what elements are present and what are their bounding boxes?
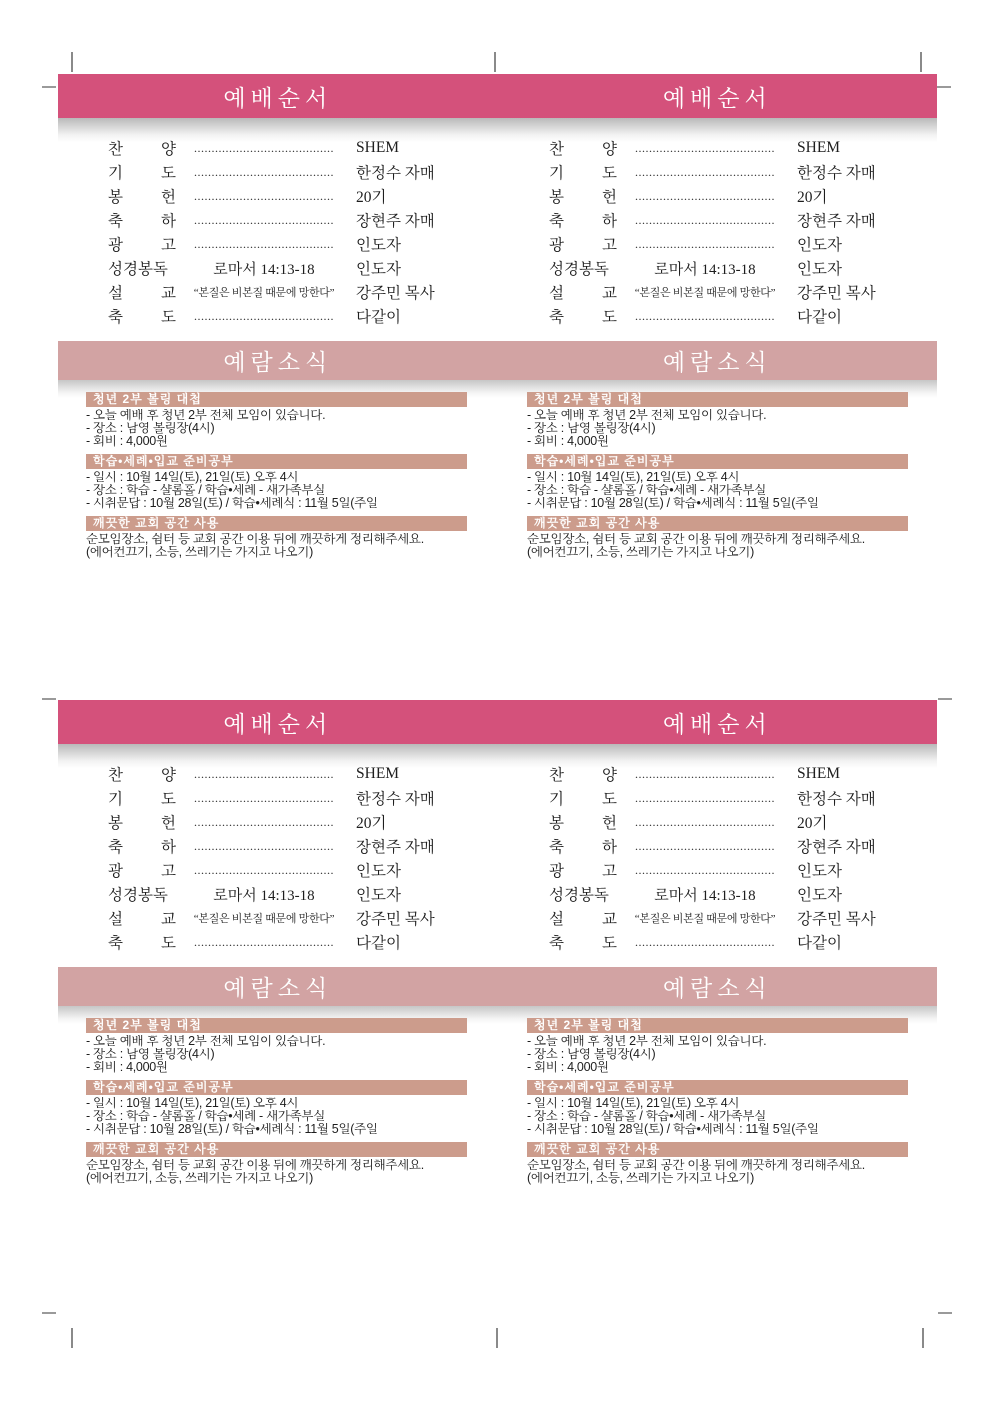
worship-row [527, 762, 908, 786]
worship-row [86, 762, 467, 786]
worship-item-person: 한정수 자매 [797, 165, 876, 182]
worship-item-label: 축 하 [108, 839, 176, 856]
news-section-heading: 깨끗한 교회 공간 사용 [86, 516, 467, 531]
worship-item-label: 찬 양 [108, 767, 176, 784]
news-line: - 시취문답 : 10월 28일(토) / 학습•세례식 : 11월 5일(주일 [527, 497, 819, 510]
news-line: 순모임장소, 쉼터 등 교회 공간 이용 뒤에 깨끗하게 정리해주세요. [527, 1159, 865, 1172]
worship-item-person: 한정수 자매 [356, 165, 435, 182]
worship-row [527, 834, 908, 858]
worship-item-person: 인도자 [356, 261, 401, 278]
worship-item-person: 강주민 목사 [797, 285, 876, 302]
crop-mark [938, 1312, 952, 1314]
worship-item-detail: 로마서 14:13-18 [213, 261, 315, 278]
worship-item-person: 20기 [797, 189, 828, 206]
crop-mark [494, 52, 496, 72]
worship-item-detail: ........................................ [635, 790, 775, 805]
worship-item-label: 기 도 [549, 791, 617, 808]
worship-item-person: 한정수 자매 [356, 791, 435, 808]
worship-row [527, 810, 908, 834]
worship-row [86, 930, 467, 954]
news-line: - 장소 : 남영 볼링장(4시) [86, 1048, 215, 1061]
worship-item-detail: ........................................ [194, 862, 334, 877]
worship-row [86, 136, 467, 160]
worship-columns [58, 136, 937, 328]
news-section-body [527, 1159, 908, 1185]
worship-item-person: 강주민 목사 [797, 911, 876, 928]
worship-item-detail: ........................................ [194, 140, 334, 155]
news-columns [58, 392, 937, 559]
news-section-body [86, 1159, 467, 1185]
worship-item-detail: ........................................ [635, 188, 775, 203]
news-line: - 오늘 예배 후 청년 2부 전체 모임이 있습니다. [527, 409, 767, 422]
news-section-body [86, 533, 467, 559]
worship-item-detail: ........................................ [194, 308, 334, 323]
worship-row [86, 906, 467, 930]
worship-item-label: 기 도 [549, 165, 617, 182]
worship-item-label: 축 도 [549, 309, 617, 326]
worship-row [86, 834, 467, 858]
worship-item-label: 기 도 [108, 791, 176, 808]
news-section-body [527, 409, 908, 448]
crop-mark [42, 1312, 56, 1314]
worship-item-person: 인도자 [797, 887, 842, 904]
news-line: - 오늘 예배 후 청년 2부 전체 모임이 있습니다. [527, 1035, 767, 1048]
worship-item-person: 강주민 목사 [356, 285, 435, 302]
worship-item-detail: ........................................ [635, 164, 775, 179]
worship-item-label: 축 하 [549, 213, 617, 230]
worship-order-title: 예배순서 [662, 85, 772, 111]
news-line: - 장소 : 남영 볼링장(4시) [527, 1048, 656, 1061]
news-section-body [527, 1097, 908, 1136]
news-section-heading: 깨끗한 교회 공간 사용 [86, 1142, 467, 1157]
crop-mark [496, 1328, 498, 1348]
crop-mark [937, 86, 951, 88]
worship-item-person: 인도자 [797, 261, 842, 278]
worship-row [527, 184, 908, 208]
worship-item-detail: ........................................ [194, 838, 334, 853]
news-section [527, 516, 908, 559]
news-header-band [58, 967, 937, 1006]
worship-item-label: 봉 헌 [549, 815, 617, 832]
news-section [527, 1018, 908, 1074]
news-line: - 시취문답 : 10월 28일(토) / 학습•세례식 : 11월 5일(주일 [527, 1123, 819, 1136]
worship-item-person: 장현주 자매 [797, 839, 876, 856]
worship-item-person: 인도자 [797, 237, 842, 254]
news-section-heading: 학습•세례•입교 준비공부 [86, 1080, 467, 1095]
news-section-heading: 청년 2부 볼링 대첩 [86, 1018, 467, 1033]
worship-row [86, 304, 467, 328]
worship-item-detail: ........................................ [635, 934, 775, 949]
worship-row [86, 208, 467, 232]
worship-row [86, 280, 467, 304]
worship-item-person: 한정수 자매 [797, 791, 876, 808]
worship-item-label: 성경봉독 [549, 261, 609, 278]
worship-order-title: 예배순서 [223, 85, 333, 111]
news-section [86, 392, 467, 448]
news-section [86, 454, 467, 510]
worship-item-detail: ........................................ [635, 814, 775, 829]
worship-row [527, 136, 908, 160]
news-list [86, 1018, 467, 1185]
worship-item-label: 봉 헌 [108, 189, 176, 206]
news-section-heading: 깨끗한 교회 공간 사용 [527, 1142, 908, 1157]
worship-list [527, 762, 908, 954]
news-line: - 회비 : 4,000원 [86, 435, 168, 448]
worship-item-detail: ........................................ [635, 862, 775, 877]
news-title: 예람소식 [662, 976, 772, 1001]
news-section-heading: 청년 2부 볼링 대첩 [86, 392, 467, 407]
worship-item-label: 축 도 [108, 935, 176, 952]
worship-row [527, 232, 908, 256]
worship-row [86, 160, 467, 184]
news-section-body [527, 533, 908, 559]
news-section-body [86, 1035, 467, 1074]
worship-item-detail: ........................................ [194, 188, 334, 203]
worship-item-person: 인도자 [797, 863, 842, 880]
crop-mark [938, 698, 952, 700]
news-section-body [86, 1097, 467, 1136]
worship-item-label: 광 고 [108, 237, 176, 254]
worship-item-detail: “본질은 비본질 때문에 망한다” [193, 287, 335, 299]
worship-item-person: 장현주 자매 [356, 213, 435, 230]
worship-item-label: 설 교 [108, 285, 176, 302]
worship-item-label: 찬 양 [549, 141, 617, 158]
worship-item-person: SHEM [797, 765, 841, 782]
worship-item-detail: ........................................ [635, 766, 775, 781]
news-list [527, 392, 908, 559]
worship-row [86, 184, 467, 208]
worship-row [527, 906, 908, 930]
crop-mark [42, 86, 56, 88]
news-section-heading: 깨끗한 교회 공간 사용 [527, 516, 908, 531]
news-line: - 장소 : 남영 볼링장(4시) [86, 422, 215, 435]
news-list [86, 392, 467, 559]
worship-item-label: 축 도 [549, 935, 617, 952]
worship-item-label: 광 고 [549, 863, 617, 880]
worship-item-detail: ........................................ [194, 934, 334, 949]
worship-item-label: 기 도 [108, 165, 176, 182]
worship-list [86, 136, 467, 328]
worship-item-label: 설 교 [549, 285, 617, 302]
worship-item-person: SHEM [356, 765, 400, 782]
worship-row [527, 882, 908, 906]
news-line: 순모임장소, 쉼터 등 교회 공간 이용 뒤에 깨끗하게 정리해주세요. [527, 533, 865, 546]
worship-list [527, 136, 908, 328]
worship-row [86, 810, 467, 834]
worship-item-person: 다같이 [356, 309, 401, 326]
news-columns [58, 1018, 937, 1185]
news-section-body [86, 409, 467, 448]
worship-list [86, 762, 467, 954]
news-line: - 일시 : 10월 14일(토), 21일(토) 오후 4시 [86, 1097, 299, 1110]
worship-item-detail: ........................................ [635, 838, 775, 853]
crop-mark [920, 52, 922, 72]
worship-order-title: 예배순서 [223, 711, 333, 737]
news-section [86, 1018, 467, 1074]
worship-item-detail: “본질은 비본질 때문에 망한다” [193, 913, 335, 925]
worship-item-label: 찬 양 [108, 141, 176, 158]
news-line: - 시취문답 : 10월 28일(토) / 학습•세례식 : 11월 5일(주일 [86, 1123, 378, 1136]
worship-item-label: 찬 양 [549, 767, 617, 784]
worship-item-detail: ........................................ [635, 308, 775, 323]
worship-item-person: 장현주 자매 [797, 213, 876, 230]
news-section [86, 1142, 467, 1185]
news-list [527, 1018, 908, 1185]
worship-item-label: 설 교 [549, 911, 617, 928]
worship-item-detail: ........................................ [194, 236, 334, 251]
worship-item-detail: ........................................ [635, 140, 775, 155]
worship-item-label: 축 하 [549, 839, 617, 856]
worship-order-header-band [58, 700, 937, 744]
worship-row [527, 280, 908, 304]
worship-item-person: 장현주 자매 [356, 839, 435, 856]
worship-item-detail: ........................................ [194, 164, 334, 179]
worship-row [86, 882, 467, 906]
news-line: - 장소 : 학습 - 샬롬홀 / 학습•세례 - 새가족부실 [527, 1110, 766, 1123]
news-line: - 장소 : 학습 - 샬롬홀 / 학습•세례 - 새가족부실 [86, 1110, 325, 1123]
worship-item-detail: ........................................ [194, 790, 334, 805]
news-section-heading: 학습•세례•입교 준비공부 [86, 454, 467, 469]
worship-item-detail: ........................................ [194, 814, 334, 829]
worship-item-person: 강주민 목사 [356, 911, 435, 928]
news-section-body [527, 471, 908, 510]
worship-item-label: 축 하 [108, 213, 176, 230]
news-section [86, 1080, 467, 1136]
worship-item-label: 광 고 [549, 237, 617, 254]
worship-item-detail: 로마서 14:13-18 [654, 261, 756, 278]
worship-item-detail: ........................................ [194, 766, 334, 781]
news-section [527, 392, 908, 448]
news-line: - 시취문답 : 10월 28일(토) / 학습•세례식 : 11월 5일(주일 [86, 497, 378, 510]
crop-mark [922, 1328, 924, 1348]
worship-item-person: 다같이 [797, 935, 842, 952]
worship-columns [58, 762, 937, 954]
worship-item-label: 봉 헌 [549, 189, 617, 206]
news-line: - 오늘 예배 후 청년 2부 전체 모임이 있습니다. [86, 1035, 326, 1048]
news-title: 예람소식 [223, 976, 333, 1001]
worship-row [86, 232, 467, 256]
worship-item-person: SHEM [356, 139, 400, 156]
worship-item-detail: 로마서 14:13-18 [213, 887, 315, 904]
news-line: - 일시 : 10월 14일(토), 21일(토) 오후 4시 [527, 1097, 740, 1110]
news-section [86, 516, 467, 559]
news-line: - 장소 : 남영 볼링장(4시) [527, 422, 656, 435]
worship-row [527, 304, 908, 328]
news-title: 예람소식 [662, 350, 772, 375]
worship-item-person: 인도자 [356, 863, 401, 880]
news-line: 순모임장소, 쉼터 등 교회 공간 이용 뒤에 깨끗하게 정리해주세요. [86, 1159, 424, 1172]
worship-item-label: 봉 헌 [108, 815, 176, 832]
worship-item-label: 성경봉독 [108, 887, 168, 904]
bulletin-panel [58, 74, 937, 564]
worship-item-label: 축 도 [108, 309, 176, 326]
news-section [527, 454, 908, 510]
worship-item-detail: ........................................ [194, 212, 334, 227]
news-section-heading: 청년 2부 볼링 대첩 [527, 392, 908, 407]
worship-item-person: 인도자 [356, 237, 401, 254]
worship-row [527, 208, 908, 232]
news-section-body [527, 1035, 908, 1074]
news-section-heading: 학습•세례•입교 준비공부 [527, 454, 908, 469]
news-line: (에어컨끄기, 소등, 쓰레기는 가지고 나오기) [527, 546, 754, 559]
bulletin-panel [58, 700, 937, 1190]
worship-row [86, 256, 467, 280]
worship-item-label: 성경봉독 [108, 261, 168, 278]
worship-item-label: 설 교 [108, 911, 176, 928]
worship-row [86, 786, 467, 810]
worship-row [527, 858, 908, 882]
worship-item-person: 20기 [356, 815, 387, 832]
news-section [527, 1080, 908, 1136]
news-line: - 장소 : 학습 - 샬롬홀 / 학습•세례 - 새가족부실 [86, 484, 325, 497]
worship-item-person: 다같이 [797, 309, 842, 326]
news-line: - 회비 : 4,000원 [527, 435, 609, 448]
worship-item-detail: ........................................ [635, 212, 775, 227]
worship-row [527, 256, 908, 280]
news-line: - 회비 : 4,000원 [86, 1061, 168, 1074]
news-line: 순모임장소, 쉼터 등 교회 공간 이용 뒤에 깨끗하게 정리해주세요. [86, 533, 424, 546]
worship-item-detail: “본질은 비본질 때문에 망한다” [634, 913, 776, 925]
worship-item-detail: 로마서 14:13-18 [654, 887, 756, 904]
news-section-heading: 학습•세례•입교 준비공부 [527, 1080, 908, 1095]
news-title: 예람소식 [223, 350, 333, 375]
worship-item-person: 인도자 [356, 887, 401, 904]
news-line: (에어컨끄기, 소등, 쓰레기는 가지고 나오기) [86, 546, 313, 559]
crop-mark [42, 698, 56, 700]
worship-row [527, 160, 908, 184]
worship-order-header-band [58, 74, 937, 118]
worship-item-detail: ........................................ [635, 236, 775, 251]
news-line: (에어컨끄기, 소등, 쓰레기는 가지고 나오기) [527, 1172, 754, 1185]
worship-item-person: SHEM [797, 139, 841, 156]
crop-mark [71, 1328, 73, 1348]
worship-row [527, 786, 908, 810]
news-line: - 오늘 예배 후 청년 2부 전체 모임이 있습니다. [86, 409, 326, 422]
news-line: - 회비 : 4,000원 [527, 1061, 609, 1074]
worship-item-person: 다같이 [356, 935, 401, 952]
worship-item-label: 성경봉독 [549, 887, 609, 904]
worship-item-label: 광 고 [108, 863, 176, 880]
news-section-heading: 청년 2부 볼링 대첩 [527, 1018, 908, 1033]
news-line: (에어컨끄기, 소등, 쓰레기는 가지고 나오기) [86, 1172, 313, 1185]
news-header-band [58, 341, 937, 380]
worship-item-detail: “본질은 비본질 때문에 망한다” [634, 287, 776, 299]
worship-order-title: 예배순서 [662, 711, 772, 737]
news-section-body [86, 471, 467, 510]
worship-item-person: 20기 [797, 815, 828, 832]
news-line: - 장소 : 학습 - 샬롬홀 / 학습•세례 - 새가족부실 [527, 484, 766, 497]
crop-mark [71, 52, 73, 72]
news-line: - 일시 : 10월 14일(토), 21일(토) 오후 4시 [527, 471, 740, 484]
worship-item-person: 20기 [356, 189, 387, 206]
worship-row [86, 858, 467, 882]
news-section [527, 1142, 908, 1185]
worship-row [527, 930, 908, 954]
news-line: - 일시 : 10월 14일(토), 21일(토) 오후 4시 [86, 471, 299, 484]
